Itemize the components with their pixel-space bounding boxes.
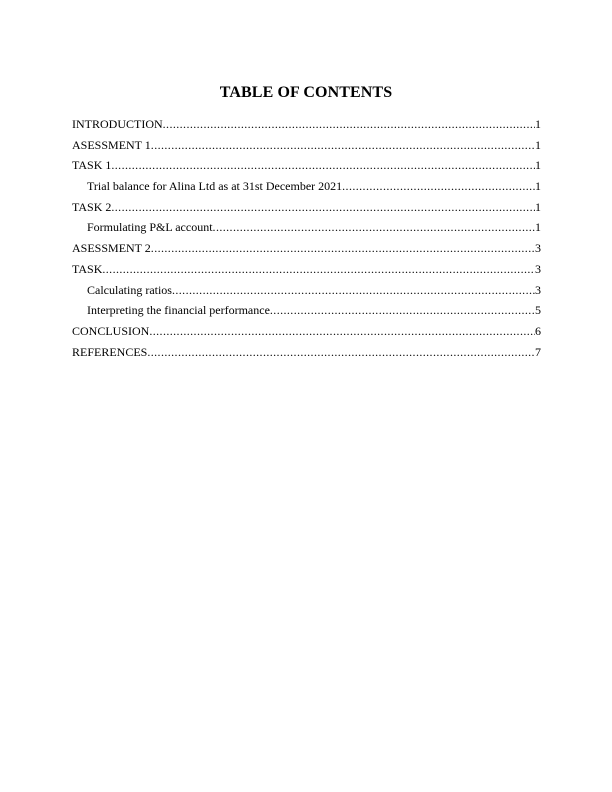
- toc-dot-leader: [147, 345, 535, 359]
- toc-page-number: 1: [535, 199, 541, 214]
- table-of-contents: [72, 117, 541, 365]
- toc-entry-text: TASK 2: [72, 199, 112, 214]
- toc-page-number: 1: [535, 220, 541, 235]
- toc-page-number: 1: [535, 179, 541, 194]
- toc-title: TABLE OF CONTENTS: [219, 84, 393, 101]
- toc-entry-assessment-1[interactable]: [72, 138, 541, 159]
- toc-page-number: 3: [535, 282, 541, 297]
- toc-page-number: 1: [535, 137, 541, 152]
- toc-entry-task-2[interactable]: [72, 200, 541, 221]
- toc-dot-leader: [213, 220, 535, 234]
- toc-entry-task[interactable]: [72, 262, 541, 283]
- toc-dot-leader: [270, 303, 535, 317]
- toc-entry-trial-balance[interactable]: [72, 179, 541, 200]
- toc-dot-leader: [149, 324, 535, 338]
- toc-entry-text: TASK: [72, 261, 103, 276]
- toc-entry-text: INTRODUCTION: [72, 117, 163, 131]
- toc-entry-pl-account[interactable]: [72, 220, 541, 241]
- toc-dot-leader: [111, 158, 535, 172]
- toc-dot-leader: [342, 179, 535, 193]
- toc-dot-leader: [151, 138, 535, 152]
- toc-page-number: 3: [535, 261, 541, 276]
- toc-entry-text: Formulating P&L account: [87, 220, 213, 235]
- toc-entry-introduction[interactable]: [72, 117, 541, 138]
- toc-page-number: 1: [535, 158, 541, 173]
- toc-entry-financial-performance[interactable]: [72, 303, 541, 324]
- toc-entry-text: ASESSMENT 2: [72, 241, 151, 256]
- toc-entry-text: ASESSMENT 1: [72, 137, 151, 152]
- toc-entry-text: Calculating ratios: [87, 282, 172, 297]
- toc-entry-assessment-2[interactable]: [72, 241, 541, 262]
- toc-dot-leader: [151, 241, 535, 255]
- toc-entry-references[interactable]: [72, 345, 541, 366]
- toc-entry-calculating-ratios[interactable]: [72, 283, 541, 304]
- toc-page-number: 3: [535, 241, 541, 256]
- toc-dot-leader: [163, 117, 535, 131]
- toc-dot-leader: [172, 283, 535, 297]
- toc-entry-task-1[interactable]: [72, 158, 541, 179]
- toc-entry-text: REFERENCES: [72, 344, 148, 359]
- toc-page-number: 1: [535, 117, 541, 131]
- toc-page-number: 6: [535, 323, 541, 338]
- toc-entry-text: CONCLUSION: [72, 323, 150, 338]
- toc-entry-conclusion[interactable]: [72, 324, 541, 345]
- toc-entry-text: Interpreting the financial performance: [87, 303, 270, 318]
- toc-page-number: 7: [535, 344, 541, 359]
- toc-dot-leader: [102, 262, 535, 276]
- toc-page-number: 5: [535, 303, 541, 318]
- toc-dot-leader: [111, 200, 535, 214]
- toc-entry-text: Trial balance for Alina Ltd as at 31st December 2021: [87, 179, 343, 194]
- toc-entry-text: TASK 1: [72, 158, 112, 173]
